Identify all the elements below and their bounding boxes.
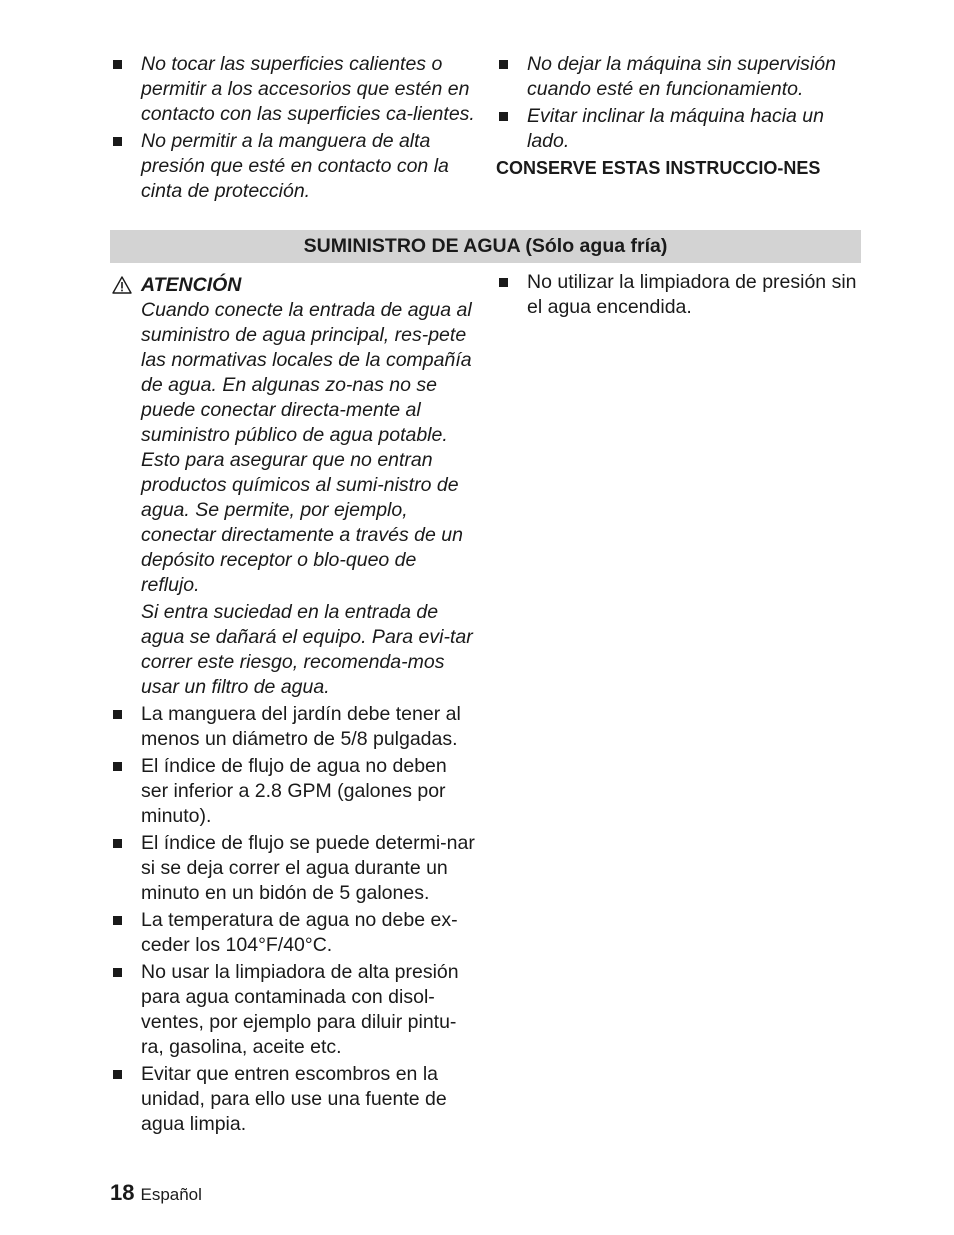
list-item (496, 270, 861, 320)
attention-heading (110, 273, 475, 298)
list-item (110, 754, 475, 829)
list-item (110, 702, 475, 752)
list-item-text: No tocar las superficies calientes o permitir a los accesorios que estén en contacto con las superficies ca-lientes. (141, 53, 475, 125)
section-title: SUMINISTRO DE AGUA (Sólo agua fría) (303, 235, 668, 257)
list-item (110, 960, 475, 1060)
square-bullet-icon (499, 60, 508, 69)
square-bullet-icon (113, 60, 122, 69)
attention-label: ATENCIÓN (141, 274, 242, 296)
list-item-text: La temperatura de agua no debe ex-ceder los 104°F/40°C. (141, 909, 458, 956)
square-bullet-icon (113, 1070, 122, 1079)
list-item (110, 908, 475, 958)
list-item-text: No utilizar la limpiadora de presión sin el agua encendida. (527, 271, 857, 318)
language-label: Español (140, 1185, 202, 1204)
top-right-column (496, 52, 861, 181)
page-footer (110, 1180, 202, 1206)
page-number: 18 (110, 1180, 135, 1205)
main-right-column (496, 270, 861, 322)
main-left-column (110, 273, 475, 1139)
list-item-text: Evitar que entren escombros en la unidad, para ello use una fuente de agua limpia. (141, 1063, 447, 1135)
section-header-bar (110, 230, 861, 263)
list-item-text: No usar la limpiadora de alta presión para agua contaminada con disol-ventes, por ejemplo para diluir pintu-ra, gasolina, aceite etc. (141, 961, 459, 1058)
list-item-text: No dejar la máquina sin supervisión cuando esté en funcionamiento. (527, 53, 836, 100)
warning-triangle-icon (112, 276, 132, 294)
top-left-column (110, 52, 475, 206)
list-item (110, 129, 475, 204)
square-bullet-icon (113, 137, 122, 146)
attention-paragraph: Cuando conecte la entrada de agua al suministro de agua principal, res-pete las normativas locales de la compañía de agua. En algunas zo-nas no se puede conectar directa-mente al suministro público de agua potable. Esto para asegurar que no entran productos químicos al sumi-nistro de agua. Se permite, por ejemplo, conectar directamente a través de un depósito receptor o blo-queo de reflujo. (141, 299, 472, 596)
list-item-text: El índice de flujo se puede determi-nar si se deja correr el agua durante un minuto en un bidón de 5 galones. (141, 832, 475, 904)
square-bullet-icon (499, 278, 508, 287)
square-bullet-icon (113, 762, 122, 771)
square-bullet-icon (113, 839, 122, 848)
list-item (110, 52, 475, 127)
list-item-text: El índice de flujo de agua no deben ser inferior a 2.8 GPM (galones por minuto). (141, 755, 447, 827)
list-item (110, 831, 475, 906)
square-bullet-icon (113, 968, 122, 977)
square-bullet-icon (113, 916, 122, 925)
conserve-instructions-heading: CONSERVE ESTAS INSTRUCCIO-NES (496, 158, 821, 178)
square-bullet-icon (499, 112, 508, 121)
attention-paragraph: Si entra suciedad en la entrada de agua se dañará el equipo. Para evi-tar correr este riesgo, recomenda-mos usar un filtro de agua. (141, 601, 473, 698)
list-item (110, 1062, 475, 1137)
square-bullet-icon (113, 710, 122, 719)
list-item (496, 104, 861, 154)
list-item (496, 52, 861, 102)
list-item-text: No permitir a la manguera de alta presión que esté en contacto con la cinta de protección. (141, 130, 449, 202)
list-item-text: La manguera del jardín debe tener al menos un diámetro de 5/8 pulgadas. (141, 703, 461, 750)
list-item-text: Evitar inclinar la máquina hacia un lado. (527, 105, 824, 152)
